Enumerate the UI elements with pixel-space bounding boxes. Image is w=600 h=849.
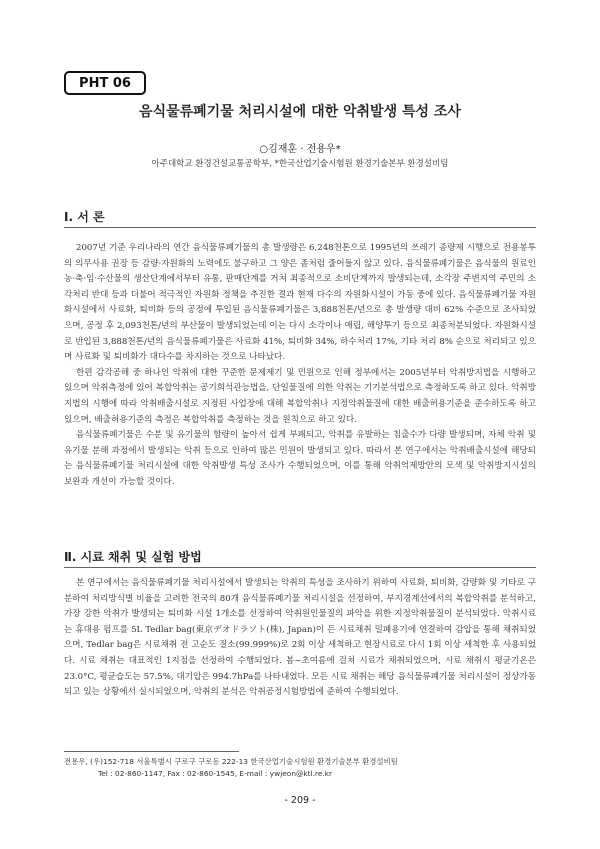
footnote-address: 전용우, (우)152-718 서울특별시 구로구 구로동 222-13 한국산업기술시험원 환경기술본부 환경설비팀 <box>64 757 398 766</box>
section-divider <box>64 227 536 228</box>
paper-authors: ○김재훈 · 전용우* <box>259 144 341 155</box>
section-divider <box>64 567 536 568</box>
section-heading-methods: Ⅱ. 시료 채취 및 실험 방법 <box>64 550 202 564</box>
session-code-badge <box>64 71 146 95</box>
introduction-body <box>64 241 536 491</box>
section-heading-introduction: Ⅰ. 서 론 <box>64 210 105 224</box>
corresponding-author-footnote <box>64 756 536 780</box>
session-code: PHT 06 <box>79 75 131 91</box>
methods-body <box>64 576 536 701</box>
footnote-divider <box>64 751 239 752</box>
body-paragraph: 본 연구에서는 음식물류폐기물 처리시설에서 발생되는 악취의 특성을 조사하기 위하여 사료화, 퇴비화, 감량화 및 기타로 구분하여 처리방식별 비율을 고려한 전국의 80개 음식물류폐기물 처리시설을 선정하여, 부지경계선에서의 복합악취를 분석하고, 가장 강한 악취가 발생되는 퇴비화 시설 1개소를 선정하여 악취원인물질의 파악을 위한 지정악취물질이 분석되었다. 악취시료는 휴대용 펌프를 5L Tedlar bag(東京デオドラソト(株), Japan)이 든 시료채취 밀폐용기에 연결하여 감압을 통해 채취되었으며, Tedlar bag은 시료채취 전 고순도 질소(99.999%)로 2회 이상 세척하고 현장시료로 다시 1회 이상 세척한 후 사용되었다. 시료 채취는 대표적인 1지점을 선정하여 수행되었다. 봄~초여름에 걸쳐 시료가 채취되었으며, 시료 채취시 평균기온은 23.0°C, 평균습도는 57.5%, 대기압은 994.7hPa를 나타내었다. 모든 시료 채취는 해당 음식물류폐기물 처리시설이 정상가동되고 있는 상황에서 실시되었으며, 악취의 분석은 악취공정시험방법에 준하여 수행되었다. <box>64 578 536 698</box>
paper-title: 음식물류폐기물 처리시설에 대한 악취발생 특성 조사 <box>139 104 461 120</box>
paper-affiliation: 아주대학교 환경건설교통공학부, *한국산업기술시험원 환경기술본부 환경설비팀 <box>151 159 449 169</box>
footnote-contact: Tel : 02-860-1147, Fax : 02-860-1545, E-mail : ywjeon@ktl.re.kr <box>98 769 333 778</box>
body-paragraph: 음식물류폐기물은 수분 및 유기물의 함량이 높아서 쉽게 부패되고, 악취를 유발하는 침출수가 다량 발생되며, 자체 악취 및 유기물 분해 과정에서 발생되는 악취 등으로 인하여 많은 민원이 발생되고 있다. 따라서 본 연구에서는 악취배출시설에 해당되는 음식물류폐기물 처리시설에 대한 악취발생 특성 조사가 수행되었으며, 이를 통해 악취억제방안의 모색 및 악취방지시설의 보완과 개선이 가능할 것이다. <box>64 430 536 487</box>
body-paragraph: 한편 감각공해 중 하나인 악취에 대한 꾸준한 문제제기 및 민원으로 인해 정부에서는 2005년부터 악취방지법을 시행하고 있으며 악취측정에 있어 복합악취는 공기희석관능법을, 단일물질에 의한 악취는 기기분석법으로 측정하도록 하고 있다. 악취방지법의 시행에 따라 악취배출시설로 지정된 사업장에 대해 복합악취나 지정악취물질에 대한 배출허용기준을 준수하도록 하고 있으며, 배출허용기준의 측정은 복합악취를 측정하는 것을 원칙으로 하고 있다. <box>64 367 536 425</box>
body-paragraph: 2007년 기준 우리나라의 연간 음식물류폐기물의 총 발생량은 6,248천톤으로 1995년의 쓰레기 종량제 시행으로 전용봉투의 의무사용 권장 등 감량·자원화의 노력에도 불구하고 그 양은 좀처럼 줄어들지 않고 있다. 음식물류폐기물은 음식물의 원료인 농·축·임·수산물의 생산단계에서부터 유통, 판매단계를 거쳐 최종적으로 소비단계까지 발생되는데, 소각장 주변지역 주민의 소각처리 반대 등과 더불어 적극적인 자원화 정책을 추진한 결과 현재 다수의 자원화시설이 가동 중에 있다. 음식물류폐기물 자원화시설에서 사료화, 퇴비화 등의 공정에 투입된 음식물류폐기물은 3,888천톤/년으로 총 발생량 대비 62% 수준으로 조사되었으며, 공정 후 2,093천톤/년의 부산물이 발생되었는데 이는 다시 소각이나 매립, 해양투기 등으로 최종처분되었다. 자원화시설로 반입된 3,888천톤/년의 음식물류폐기물은 사료화 41%, 퇴비화 34%, 하수처리 17%, 기타 처리 8% 순으로 처리되고 있으며 사료화 및 퇴비화가 대다수를 차지하는 것으로 나타났다. <box>64 243 536 363</box>
page-number: - 209 - <box>284 795 316 806</box>
